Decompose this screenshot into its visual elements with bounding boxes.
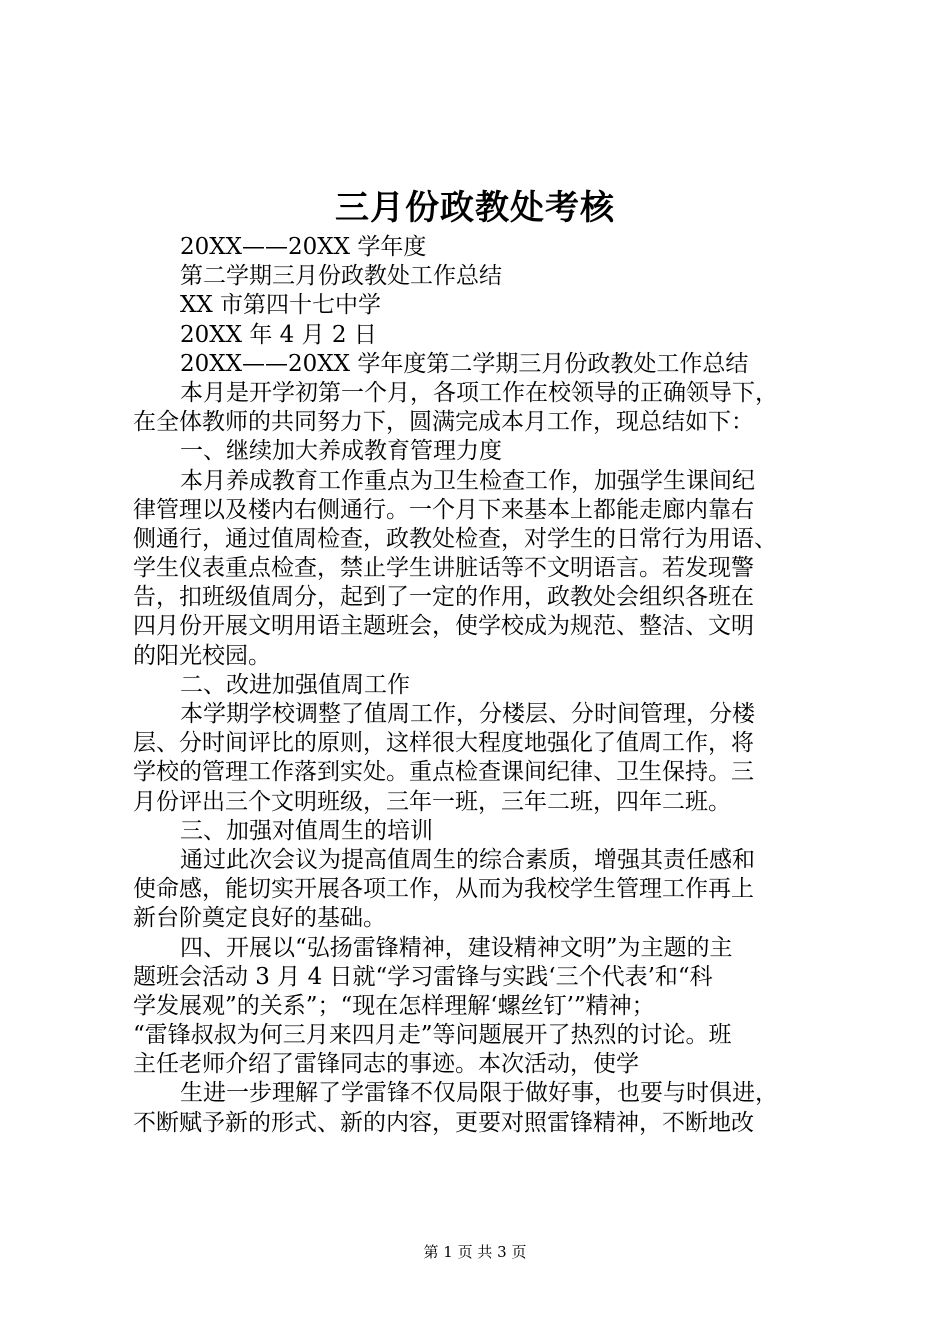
body-line: 本月是开学初第一个月，各项工作在校领导的正确领导下， — [180, 379, 778, 406]
document-body — [133, 233, 833, 1138]
body-line: 学校的管理工作落到实处。重点检查课间纪律、卫生保持。三 — [133, 759, 754, 786]
body-line: 四、开展以“弘扬雷锋精神，建设精神文明”为主题的主 — [180, 934, 733, 961]
body-line: 新台阶奠定良好的基础。 — [133, 905, 386, 932]
body-line: 学生仪表重点检查，禁止学生讲脏话等不文明语言。若发现警 — [133, 555, 754, 582]
page-number: 第 1 页 共 3 页 — [423, 1243, 527, 1261]
body-line: 律管理以及楼内右侧通行。一个月下来基本上都能走廊内靠右 — [133, 496, 754, 523]
body-line: 不断赋予新的形式、新的内容，更要对照雷锋精神，不断地改 — [133, 1109, 754, 1136]
body-line: 的阳光校园。 — [133, 642, 271, 669]
body-line: 侧通行，通过值周检查，政教处检查，对学生的日常行为用语、 — [133, 525, 777, 552]
body-line: 第二学期三月份政教处工作总结 — [180, 263, 502, 290]
body-line: 通过此次会议为提高值周生的综合素质，增强其责任感和 — [180, 846, 755, 873]
body-line: 告，扣班级值周分，起到了一定的作用，政教处会组织各班在 — [133, 584, 754, 611]
body-line: 在全体教师的共同努力下，圆满完成本月工作，现总结如下： — [133, 409, 754, 436]
body-line: 主任老师介绍了雷锋同志的事迹。本次活动，使学 — [133, 1051, 639, 1078]
body-line: XX 市第四十七中学 — [180, 292, 382, 319]
section-heading: 一、继续加大养成教育管理力度 — [180, 438, 502, 465]
body-line: 题班会活动 3 月 4 日就“学习雷锋与实践‘三个代表’和“科 — [133, 963, 713, 990]
body-line: 本月养成教育工作重点为卫生检查工作，加强学生课间纪 — [180, 467, 755, 494]
body-line: 本学期学校调整了值周工作，分楼层、分时间管理，分楼 — [180, 701, 755, 727]
body-line: 层、分时间评比的原则，这样很大程度地强化了值周工作，将 — [133, 730, 754, 757]
body-line: 月份评出三个文明班级，三年一班，三年二班，四年二班。 — [133, 788, 731, 815]
document-title: 三月份政教处考核 — [335, 188, 615, 228]
body-line: 20XX——20XX 学年度第二学期三月份政教处工作总结 — [180, 350, 749, 377]
section-heading: 三、加强对值周生的培训 — [180, 817, 433, 844]
body-line: 使命感，能切实开展各项工作，从而为我校学生管理工作再上 — [133, 876, 754, 903]
body-line: “雷锋叔叔为何三月来四月走”等问题展开了热烈的讨论。班 — [133, 1022, 732, 1049]
body-line: 四月份开展文明用语主题班会，使学校成为规范、整洁、文明 — [133, 613, 754, 640]
section-heading: 二、改进加强值周工作 — [180, 671, 410, 698]
body-line: 20XX——20XX 学年度 — [180, 234, 427, 260]
body-line: 20XX 年 4 月 2 日 — [180, 321, 377, 348]
body-line: 学发展观”的关系”；“现在怎样理解‘螺丝钉’”精神； — [133, 992, 655, 1019]
body-line: 生进一步理解了学雷锋不仅局限于做好事，也要与时俱进， — [180, 1080, 778, 1107]
